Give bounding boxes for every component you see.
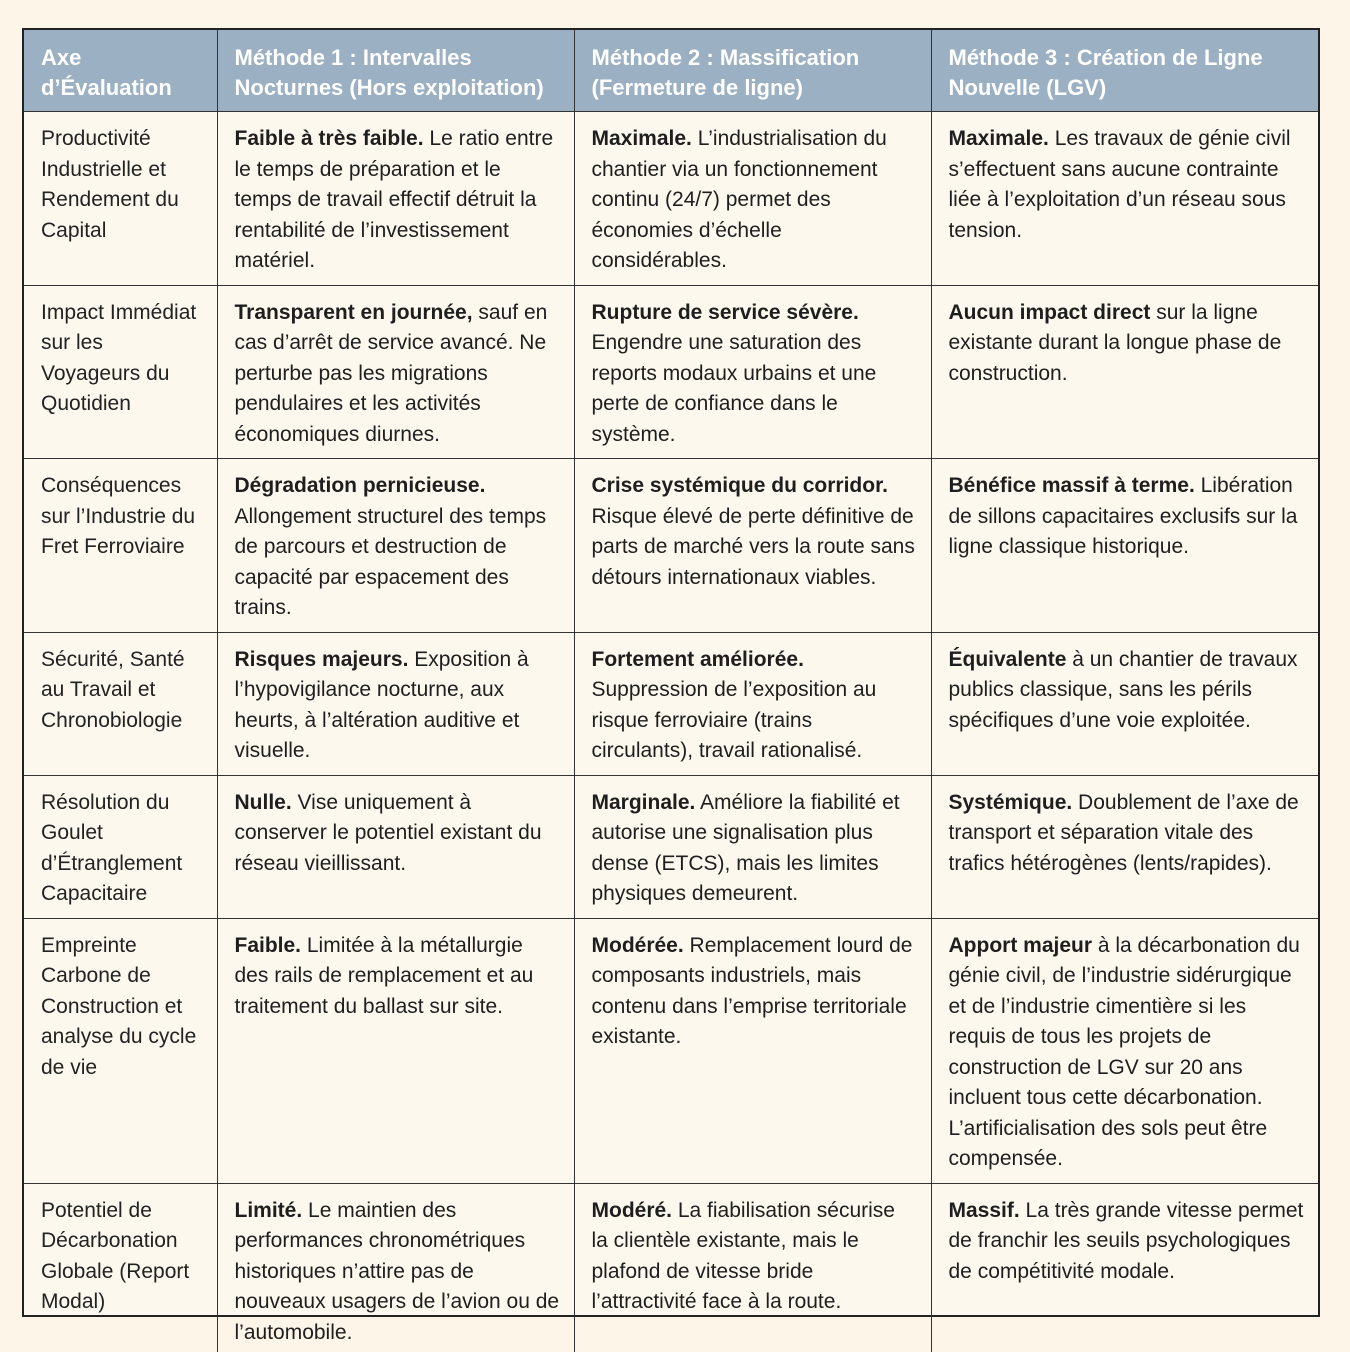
table-row	[24, 632, 1318, 775]
header-row	[24, 30, 1318, 112]
cell-text: Suppression de l’exposition au risque ferroviaire (trains circulants), travail rationalisé.	[591, 678, 877, 762]
method-1-cell	[217, 1183, 574, 1352]
cell-lead: Rupture de service sévère.	[591, 300, 859, 324]
method-3-cell	[931, 459, 1318, 633]
method-1-cell	[217, 112, 574, 286]
cell-lead: Faible.	[234, 933, 302, 957]
table-row	[24, 775, 1318, 918]
cell-lead: Aucun impact direct	[948, 300, 1151, 324]
method-3-cell	[931, 285, 1318, 459]
cell-text: à un chantier de travaux publics classique, sans les périls spécifiques d’une voie exploitée.	[948, 647, 1298, 732]
axis-cell: Empreinte Carbone de Construction et analyse du cycle de vie	[24, 918, 217, 1183]
header-method-1: Méthode 1 : Intervalles Nocturnes (Hors exploitation)	[217, 30, 574, 112]
method-3-cell	[931, 918, 1318, 1183]
cell-text: à la décarbonation du génie civil, de l’industrie sidérurgique et de l’industrie cimentière si les requis de tous les projets de construction de LGV sur 20 ans incluent tous cette décarbonation. L’artificialisation des sols peut être compensée.	[948, 933, 1300, 1170]
cell-lead: Systémique.	[948, 790, 1073, 814]
cell-lead: Limité.	[234, 1198, 303, 1222]
cell-lead: Crise systémique du corridor.	[591, 474, 888, 497]
method-2-cell	[574, 632, 931, 775]
header-axis: Axe d’Évaluation	[24, 30, 217, 112]
axis-cell: Potentiel de Décarbonation Globale (Report Modal)	[24, 1183, 217, 1352]
cell-text: Vise uniquement à conserver le potentiel existant du réseau vieillissant.	[234, 790, 542, 875]
cell-text: Exposition à l’hypovigilance nocturne, aux heurts, à l’altération auditive et visuelle.	[234, 647, 529, 762]
cell-text: Doublement de l’axe de transport et séparation vitale des trafics hétérogènes (lents/rapides).	[948, 790, 1299, 875]
axis-cell: Productivité Industrielle et Rendement du Capital	[24, 112, 217, 286]
table-row	[24, 285, 1318, 459]
table-row	[24, 918, 1318, 1183]
cell-lead: Massif.	[948, 1198, 1020, 1222]
method-1-cell	[217, 918, 574, 1183]
cell-lead: Marginale.	[591, 790, 696, 814]
method-1-cell	[217, 459, 574, 633]
cell-lead: Dégradation pernicieuse.	[234, 474, 486, 497]
method-3-cell	[931, 775, 1318, 918]
comparison-table	[24, 30, 1318, 1352]
method-2-cell	[574, 918, 931, 1183]
method-2-cell	[574, 285, 931, 459]
cell-lead: Maximale.	[948, 127, 1049, 150]
cell-text: sauf en cas d’arrêt de service avancé. Ne perturbe pas les migrations pendulaires et les activités économiques diurnes.	[234, 300, 548, 446]
cell-lead: Faible à très faible.	[234, 127, 424, 150]
method-2-cell	[574, 459, 931, 633]
comparison-table-frame	[22, 28, 1320, 1344]
cell-text: Risque élevé de perte définitive de parts de marché vers la route sans détours internationaux viables.	[591, 504, 915, 589]
cell-lead: Modéré.	[591, 1198, 673, 1222]
axis-cell: Résolution du Goulet d’Étranglement Capacitaire	[24, 775, 217, 918]
cell-text: La très grande vitesse permet de franchir les seuils psychologiques de compétitivité modale.	[948, 1198, 1304, 1283]
method-3-cell	[931, 632, 1318, 775]
method-1-cell	[217, 775, 574, 918]
header-method-2: Méthode 2 : Massification (Fermeture de ligne)	[574, 30, 931, 112]
cell-lead: Maximale.	[591, 127, 692, 150]
cell-lead: Modérée.	[591, 933, 684, 957]
cell-text: Engendre une saturation des reports modaux urbains et une perte de confiance dans le système.	[591, 331, 877, 446]
cell-text: La fiabilisation sécurise la clientèle existante, mais le plafond de vitesse bride l’attractivité face à la route.	[591, 1198, 895, 1313]
table-row	[24, 1183, 1318, 1352]
cell-text: Libération de sillons capacitaires exclusifs sur la ligne classique historique.	[948, 474, 1298, 558]
cell-lead: Transparent en journée,	[234, 300, 473, 324]
cell-text: Le ratio entre le temps de préparation et le temps de travail effectif détruit la rentabilité de l’investissement matériel.	[234, 127, 554, 272]
cell-lead: Bénéfice massif à terme.	[948, 474, 1195, 497]
cell-lead: Risques majeurs.	[234, 647, 409, 671]
cell-text: sur la ligne existante durant la longue phase de construction.	[948, 300, 1282, 385]
cell-lead: Fortement améliorée.	[591, 647, 804, 671]
axis-cell: Conséquences sur l’Industrie du Fret Ferroviaire	[24, 459, 217, 633]
cell-text: Les travaux de génie civil s’effectuent sans aucune contrainte liée à l’exploitation d’un réseau sous tension.	[948, 127, 1291, 242]
method-2-cell	[574, 775, 931, 918]
axis-cell: Sécurité, Santé au Travail et Chronobiologie	[24, 632, 217, 775]
axis-cell: Impact Immédiat sur les Voyageurs du Quotidien	[24, 285, 217, 459]
table-row	[24, 459, 1318, 633]
cell-text: Remplacement lourd de composants industriels, mais contenu dans l’emprise territoriale existante.	[591, 933, 913, 1048]
method-2-cell	[574, 1183, 931, 1352]
method-2-cell	[574, 112, 931, 286]
cell-lead: Apport majeur	[948, 933, 1093, 957]
method-1-cell	[217, 285, 574, 459]
table-row	[24, 112, 1318, 286]
cell-lead: Nulle.	[234, 790, 292, 814]
cell-text: Le maintien des performances chronométriques historiques n’attire pas de nouveaux usagers de l’avion ou de l’automobile.	[234, 1198, 560, 1344]
cell-text: Allongement structurel des temps de parcours et destruction de capacité par espacement des trains.	[234, 504, 547, 619]
cell-lead: Équivalente	[948, 647, 1067, 671]
method-3-cell	[931, 112, 1318, 286]
cell-text: Limitée à la métallurgie des rails de remplacement et au traitement du ballast sur site.	[234, 933, 534, 1018]
method-1-cell	[217, 632, 574, 775]
cell-text: L’industrialisation du chantier via un fonctionnement continu (24/7) permet des économies d’échelle considérables.	[591, 127, 887, 272]
cell-text: Améliore la fiabilité et autorise une signalisation plus dense (ETCS), mais les limites physiques demeurent.	[591, 790, 900, 905]
method-3-cell	[931, 1183, 1318, 1352]
header-method-3: Méthode 3 : Création de Ligne Nouvelle (LGV)	[931, 30, 1318, 112]
